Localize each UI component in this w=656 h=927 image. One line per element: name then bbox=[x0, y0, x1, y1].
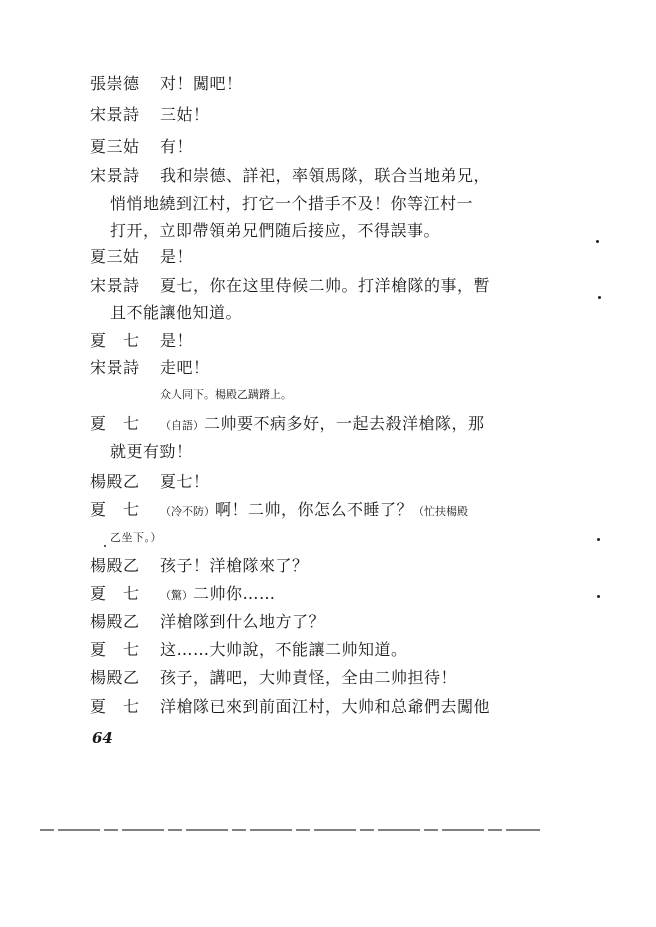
dialogue-line bbox=[90, 556, 309, 576]
speaker-name: 宋景詩 bbox=[90, 276, 140, 295]
dialogue-text: 我和崇德、詳祀，率領馬隊，联合当地弟兄， bbox=[160, 166, 491, 185]
print-speck bbox=[597, 538, 600, 541]
dialogue-text: 孩子，講吧，大帅責怪，全由二帅担待！ bbox=[160, 668, 458, 687]
speaker-name: 宋景詩 bbox=[90, 166, 140, 185]
dialogue-line bbox=[90, 358, 210, 378]
dialogue-text: 夏七！ bbox=[160, 472, 210, 491]
dialogue-line bbox=[90, 74, 243, 94]
dialogue-text: 孩子！洋槍隊來了？ bbox=[160, 556, 309, 575]
speaker-name: 夏 七 bbox=[90, 697, 140, 716]
dialogue-line bbox=[90, 584, 276, 606]
dialogue-line bbox=[90, 612, 325, 632]
dialogue-text: 是！ bbox=[160, 247, 194, 266]
speaker-name: 宋景詩 bbox=[90, 358, 140, 377]
dialogue-text: 二帅要不病多好，一起去殺洋槍隊，那 bbox=[204, 414, 485, 433]
print-speck bbox=[596, 240, 599, 243]
page-number: 64 bbox=[92, 729, 113, 747]
dialogue-text: 洋槍隊到什么地方了？ bbox=[160, 612, 326, 631]
dialogue-continuation: 就更有勁！ bbox=[110, 442, 193, 461]
inline-direction: （忙扶楊殿 bbox=[413, 505, 469, 518]
speaker-name: 楊殿乙 bbox=[90, 556, 140, 575]
dialogue-text: 这……大帅說，不能讓二帅知道。 bbox=[160, 640, 408, 659]
dialogue-line bbox=[90, 697, 490, 717]
dialogue-line bbox=[90, 247, 193, 267]
speaker-name: 夏三姑 bbox=[90, 137, 140, 156]
dialogue-line bbox=[90, 472, 210, 492]
dialogue-text: 对！闖吧！ bbox=[160, 74, 243, 93]
speaker-name: 夏 七 bbox=[90, 331, 140, 350]
dialogue-line bbox=[90, 105, 210, 125]
dialogue-text: 走吧！ bbox=[160, 358, 210, 377]
dialogue-line bbox=[90, 166, 490, 186]
dialogue-line bbox=[90, 137, 193, 157]
speaker-name: 楊殿乙 bbox=[90, 668, 140, 687]
speaker-name: 張崇德 bbox=[90, 74, 140, 93]
dialogue-text: 二帅你…… bbox=[193, 584, 276, 603]
dialogue-text: 是！ bbox=[160, 331, 194, 350]
inline-direction-continuation: 乙坐下。） bbox=[110, 531, 162, 544]
print-speck bbox=[104, 545, 106, 547]
dialogue-text: 夏七，你在这里侍候二帅。打洋槍隊的事，暫 bbox=[160, 276, 491, 295]
dialogue-line bbox=[90, 331, 193, 351]
dialogue-text: 三姑！ bbox=[160, 105, 210, 124]
bottom-rule bbox=[40, 829, 540, 831]
speaker-name: 楊殿乙 bbox=[90, 612, 140, 631]
dialogue-line bbox=[90, 276, 490, 296]
speaker-name: 楊殿乙 bbox=[90, 472, 140, 491]
dialogue-line bbox=[90, 414, 485, 436]
dialogue-continuation: 打开，立即帶領弟兄們随后接应，不得誤事。 bbox=[110, 221, 441, 240]
dialogue-continuation: 且不能讓他知道。 bbox=[110, 303, 243, 322]
dialogue-text: 有！ bbox=[160, 137, 194, 156]
speaker-name: 夏 七 bbox=[90, 584, 140, 603]
dialogue-text: 洋槍隊已來到前面江村，大帅和总爺們去闖他 bbox=[160, 697, 491, 716]
dialogue-line bbox=[90, 668, 457, 688]
dialogue-line bbox=[90, 640, 408, 660]
stage-direction: 众人同下。楊殿乙蹒蹐上。 bbox=[160, 388, 292, 401]
print-speck bbox=[598, 296, 601, 299]
inline-direction: （驚） bbox=[160, 589, 193, 602]
dialogue-continuation: 悄悄地繞到江村，打它一个措手不及！你等江村一 bbox=[110, 194, 474, 213]
dialogue-text: 啊！二帅，你怎么不睡了？ bbox=[215, 500, 414, 519]
speaker-name: 夏 七 bbox=[90, 500, 140, 519]
speaker-name: 夏 七 bbox=[90, 414, 140, 433]
speaker-name: 夏三姑 bbox=[90, 247, 140, 266]
dialogue-line bbox=[90, 500, 468, 522]
print-speck bbox=[597, 595, 600, 598]
speaker-name: 宋景詩 bbox=[90, 105, 140, 124]
speaker-name: 夏 七 bbox=[90, 640, 140, 659]
inline-direction: （冷不防） bbox=[160, 505, 215, 518]
inline-direction: （自語） bbox=[160, 419, 204, 432]
